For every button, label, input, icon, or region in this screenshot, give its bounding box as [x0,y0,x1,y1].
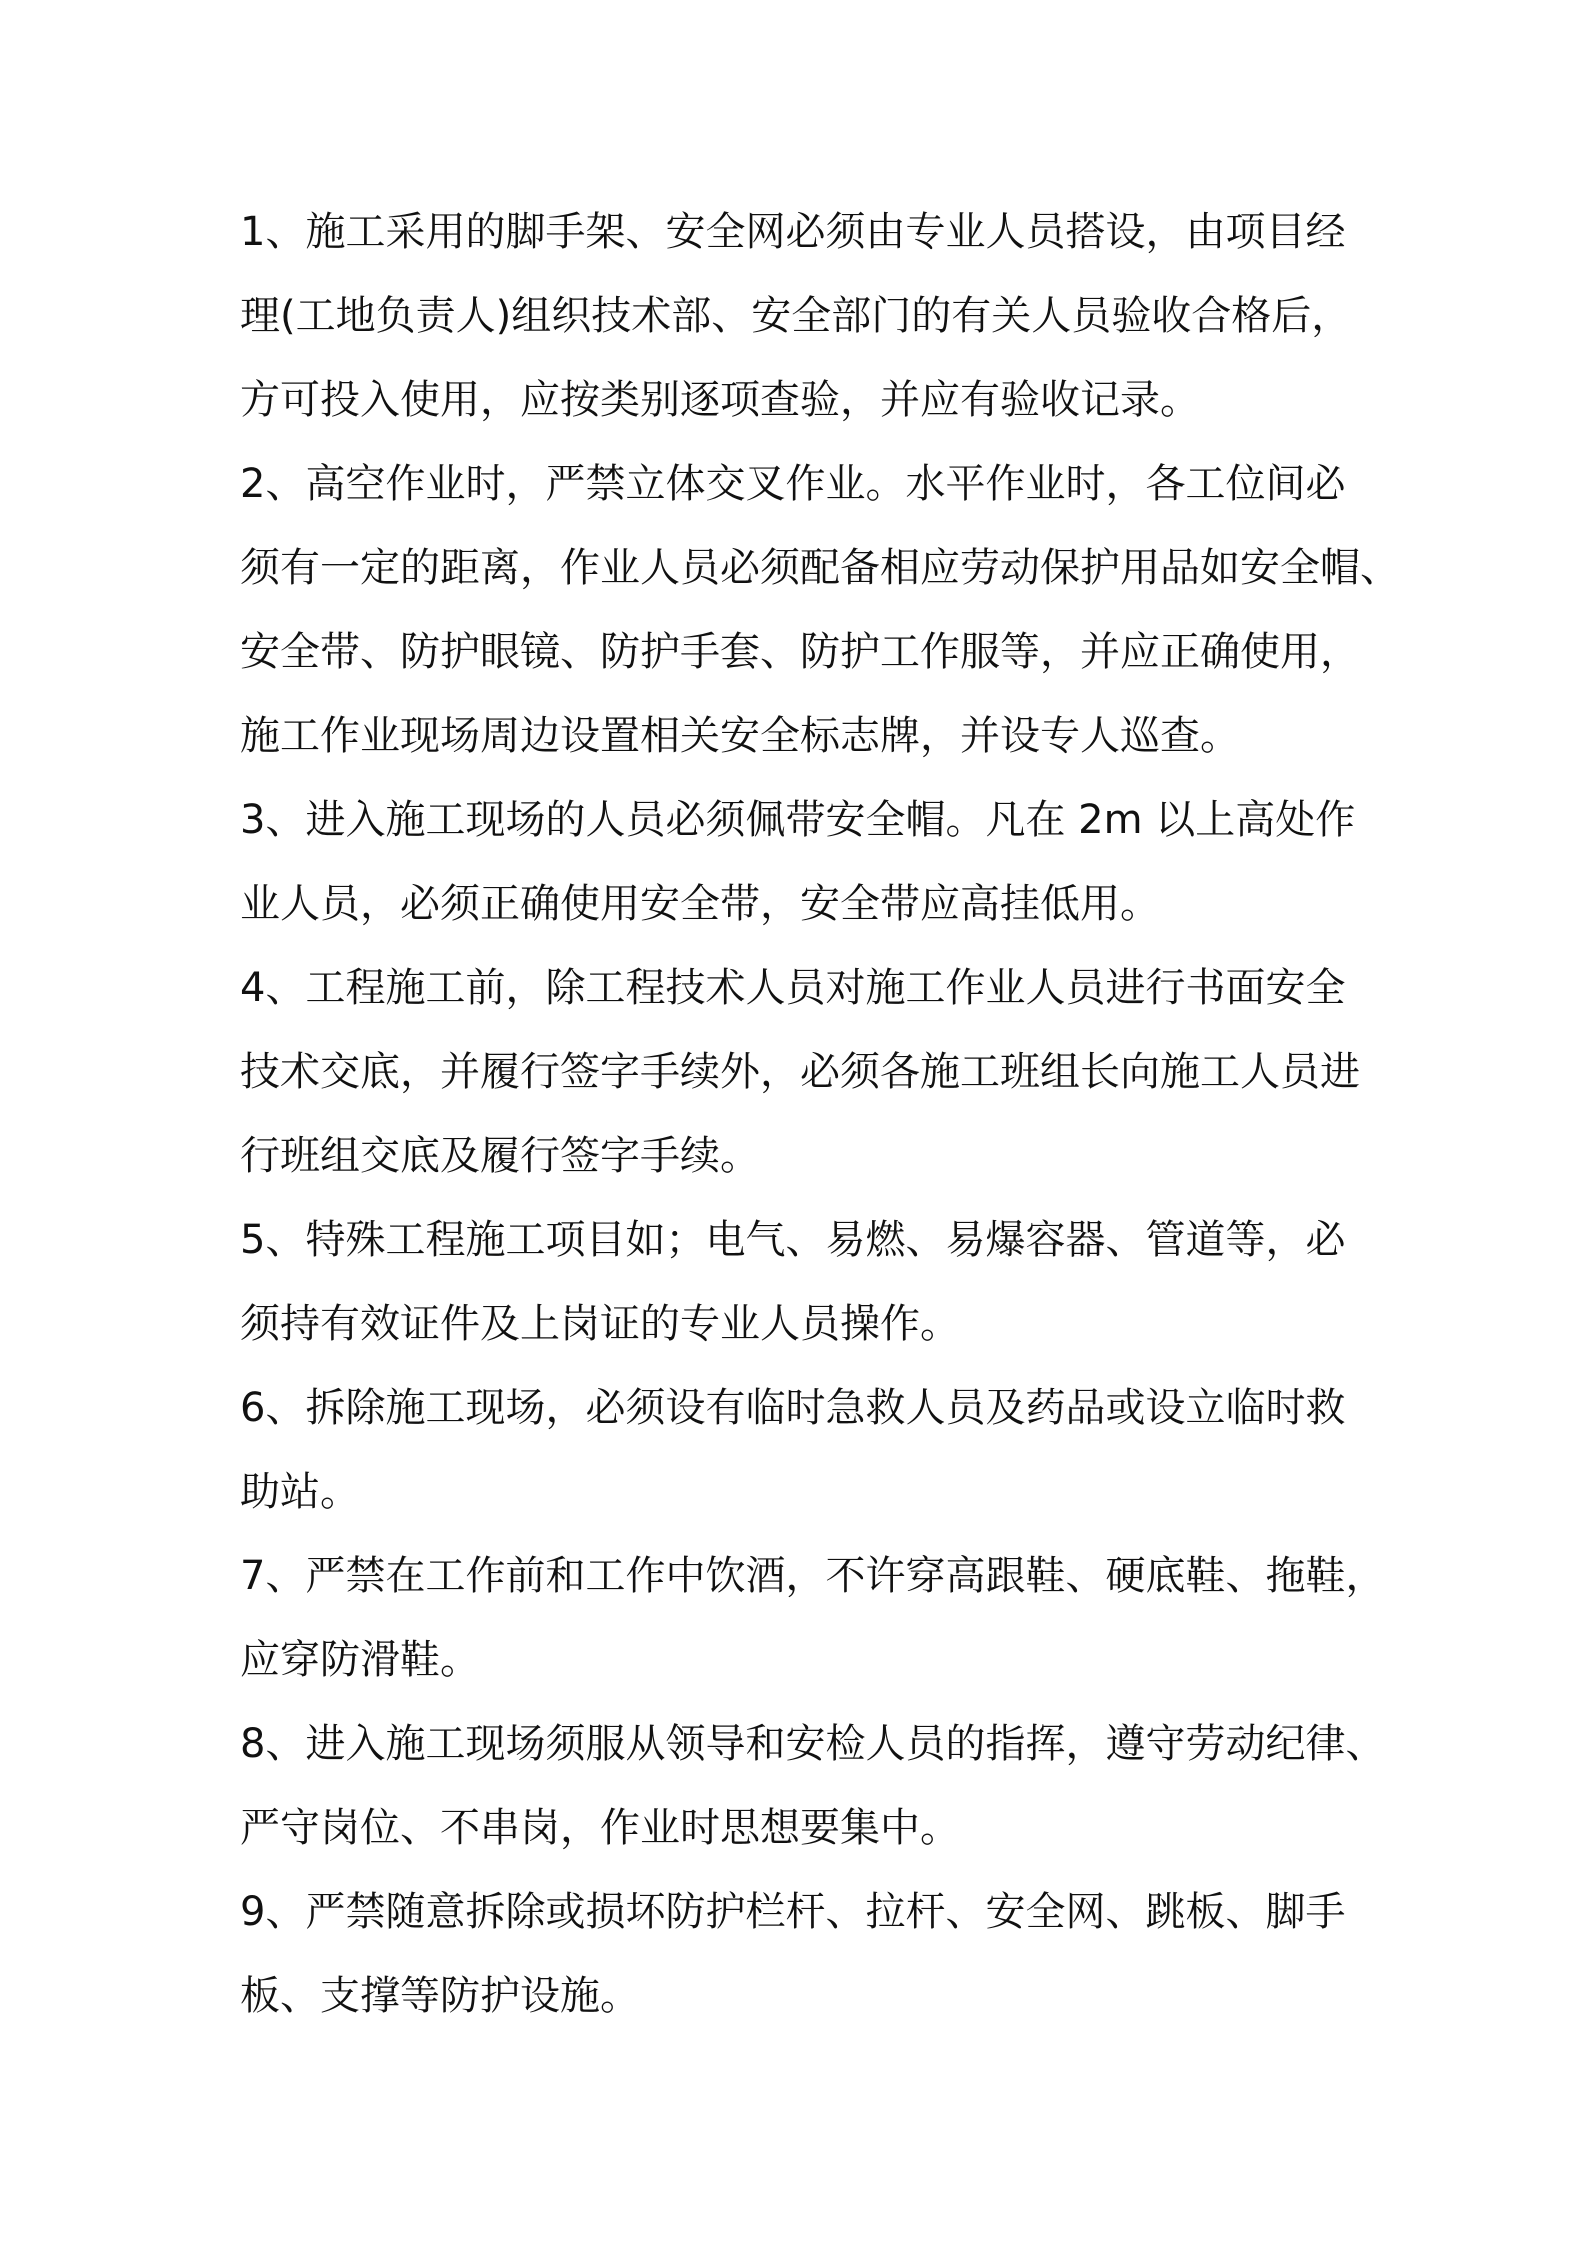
item-2 [240,442,1400,778]
text-line: 7、严禁在工作前和工作中饮酒，不许穿高跟鞋、硬底鞋、拖鞋， [240,1553,1386,1599]
text-line: 技术交底，并履行签字手续外，必须各施工班组长向施工人员进 [240,1049,1360,1095]
text-line: 方可投入使用，应按类别逐项查验，并应有验收记录。 [240,377,1200,423]
text-line: 1、施工采用的脚手架、安全网必须由专业人员搭设，由项目经 [240,209,1346,255]
item-7 [240,1534,1386,1702]
text-line: 8、进入施工现场须服从领导和安检人员的指挥，遵守劳动纪律、 [240,1721,1386,1767]
item-4 [240,946,1380,1198]
item-9 [240,1870,1380,2038]
item-3 [240,778,1380,946]
text-line: 业人员，必须正确使用安全带，安全带应高挂低用。 [240,881,1160,927]
text-line: 2、高空作业时，严禁立体交叉作业。水平作业时，各工位间必 [240,461,1346,507]
text-line: 安全带、防护眼镜、防护手套、防护工作服等，并应正确使用， [240,629,1360,675]
text-line: 4、工程施工前，除工程技术人员对施工作业人员进行书面安全 [240,965,1346,1011]
document-body [240,190,1400,2038]
text-line: 9、严禁随意拆除或损坏防护栏杆、拉杆、安全网、跳板、脚手 [240,1889,1346,1935]
text-line: 板、支撑等防护设施。 [240,1973,640,2019]
text-line: 行班组交底及履行签字手续。 [240,1133,760,1179]
item-1 [240,190,1380,442]
text-line: 须有一定的距离，作业人员必须配备相应劳动保护用品如安全帽、 [240,545,1400,591]
item-6 [240,1366,1380,1534]
text-line: 理(工地负责人)组织技术部、安全部门的有关人员验收合格后， [240,293,1352,339]
text-line: 6、拆除施工现场，必须设有临时急救人员及药品或设立临时救 [240,1385,1346,1431]
text-line: 5、特殊工程施工项目如；电气、易燃、易爆容器、管道等，必 [240,1217,1346,1263]
text-line: 施工作业现场周边设置相关安全标志牌，并设专人巡查。 [240,713,1240,759]
item-8 [240,1702,1386,1870]
text-line: 应穿防滑鞋。 [240,1637,480,1683]
text-line: 助站。 [240,1469,360,1515]
text-line: 严守岗位、不串岗，作业时思想要集中。 [240,1805,960,1851]
text-line: 须持有效证件及上岗证的专业人员操作。 [240,1301,960,1347]
item-5 [240,1198,1380,1366]
text-line: 3、进入施工现场的人员必须佩带安全帽。凡在 2m 以上高处作 [240,797,1356,843]
